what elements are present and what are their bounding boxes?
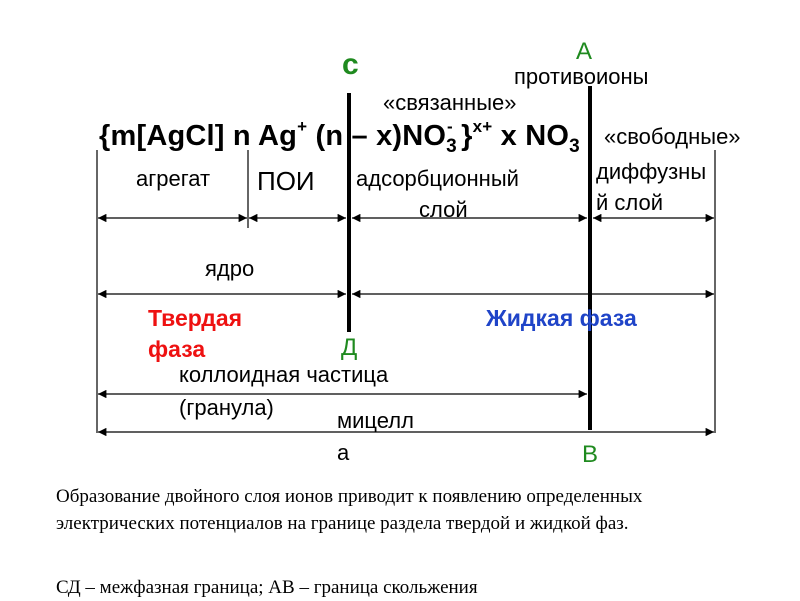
aggregate-label: агрегат xyxy=(136,166,211,191)
solid-phase-label-1: Твердая xyxy=(148,305,243,331)
formula-no3-subscript-free: 3 xyxy=(569,136,580,157)
formula-part-bound-ions: (n – x)NO xyxy=(307,120,447,152)
colloid-particle-label-2: (гранула) xyxy=(179,395,274,420)
counterions-label: противоионы xyxy=(514,64,649,89)
colloid-particle-label-1: коллоидная частица xyxy=(179,362,389,387)
point-label-a: А xyxy=(576,38,593,65)
formula-no3-charge: - xyxy=(446,117,453,136)
formula-no3-subscript: 3 xyxy=(446,136,457,157)
formula-part-aggregate: {m[AgCl] n Ag xyxy=(99,120,298,152)
point-label-c: с xyxy=(342,48,359,81)
formula-closing-brace: } xyxy=(452,120,473,152)
diffuse-layer-label-2: й слой xyxy=(596,190,664,215)
caption-paragraph-1: Образование двойного слоя ионов приводит к появлению определенных электрических потенциалов на границе раздела твердой и жидкой фаз. xyxy=(56,486,643,534)
solid-phase-label-2: фаза xyxy=(148,336,206,362)
bound-label: «связанные» xyxy=(383,90,517,115)
micelle-label-2: а xyxy=(337,440,350,465)
micelle-formula xyxy=(99,117,580,158)
point-label-d: Д xyxy=(341,334,358,361)
adsorption-layer-label-2: слой xyxy=(419,197,468,222)
point-label-b: В xyxy=(582,441,599,468)
diffuse-layer-label-1: диффузны xyxy=(596,159,707,184)
formula-granule-charge: x+ xyxy=(472,117,493,136)
formula-ag-charge: + xyxy=(297,117,308,136)
poi-label: ПОИ xyxy=(257,166,315,196)
core-label: ядро xyxy=(205,256,255,281)
micelle-label-1: мицелл xyxy=(337,408,414,433)
caption-paragraph-2: СД – межфазная граница; АВ – граница скольжения xyxy=(56,577,478,598)
liquid-phase-label: Жидкая фаза xyxy=(486,305,637,331)
free-label: «свободные» xyxy=(604,124,741,149)
adsorption-layer-label-1: адсорбционный xyxy=(356,166,519,191)
formula-part-free-ions: x NO xyxy=(492,120,570,152)
